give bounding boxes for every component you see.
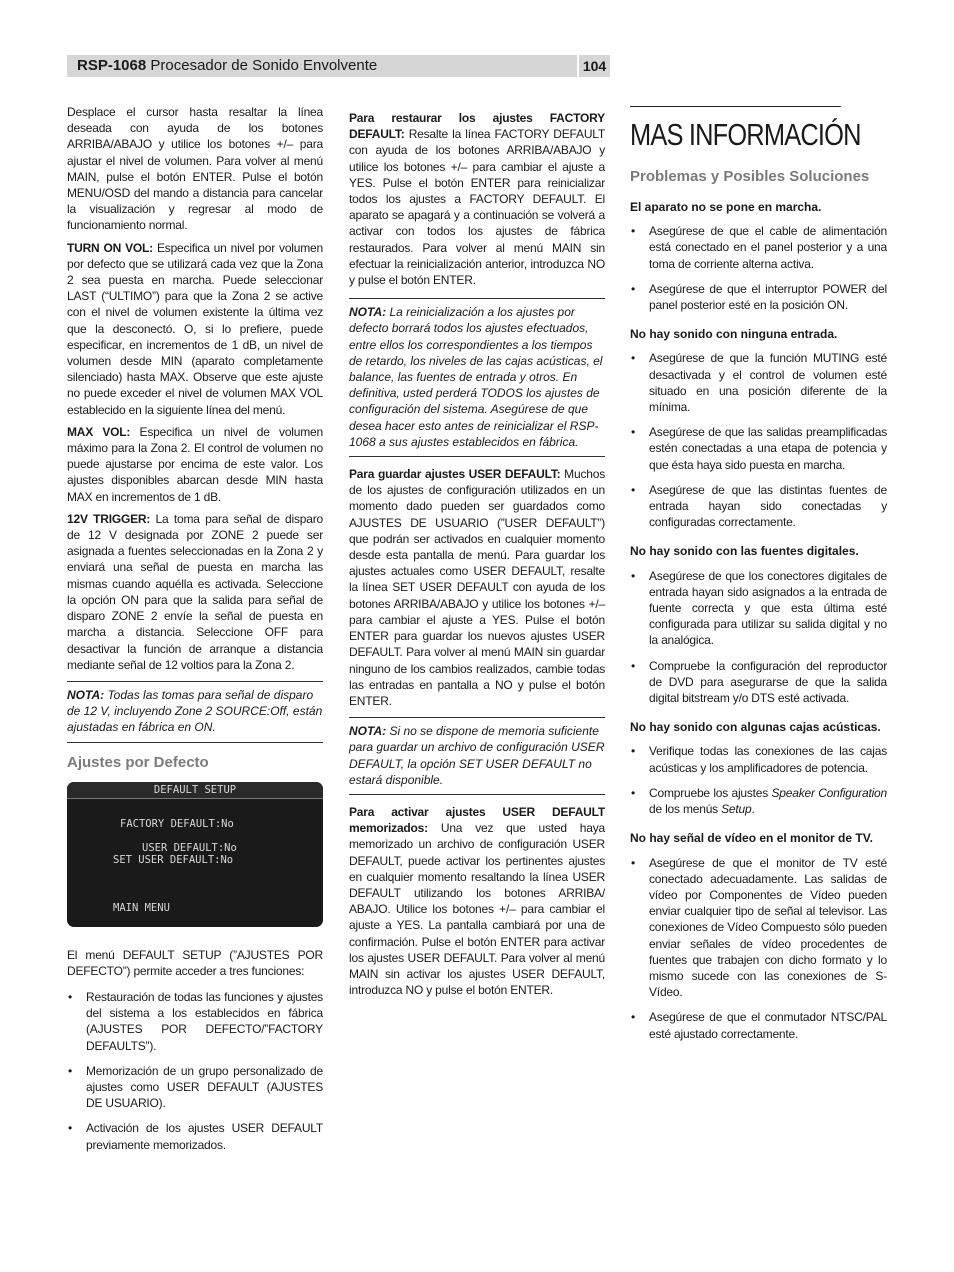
note-box xyxy=(349,717,605,795)
note-text: Si no se dispone de memoria suficiente para guardar un archivo de configuración USER DEFAULT, la opción SET USER DEFAULT no estará disponible. xyxy=(349,724,605,787)
screen-line: FACTORY DEFAULT:No xyxy=(120,817,234,830)
paragraph-max-vol xyxy=(67,424,323,505)
term-label: Para activar ajustes USER DEFAULT memorizados: xyxy=(349,804,605,836)
list-item: • Asegúrese de que el interruptor POWER del panel posterior esté en la posición ON. xyxy=(630,281,887,313)
note-text: Todas las tomas para señal de disparo de 12 V, incluyendo Zone 2 SOURCE:Off, están ajustadas en fábrica en ON. xyxy=(67,687,323,735)
problem-heading: No hay sonido con las fuentes digitales. xyxy=(630,544,859,559)
term-label: TURN ON VOL: xyxy=(67,240,153,255)
header-subtitle: Procesador de Sonido Envolvente xyxy=(150,57,378,74)
text-run: Speaker Configuration xyxy=(771,785,887,800)
section-heading: Problemas y Posibles Soluciones xyxy=(630,168,870,185)
osd-screen xyxy=(67,782,323,927)
list-item: • Memorización de un grupo personalizado de ajustes como USER DEFAULT (AJUSTES DE USUARIO). xyxy=(67,1063,323,1112)
paragraph-turn-on-vol xyxy=(67,240,323,418)
term-label: MAX VOL: xyxy=(67,424,131,439)
text-run: de los menús xyxy=(649,802,722,817)
paragraph: Desplace el cursor hasta resaltar la línea deseada con ayuda de los botones ARRIBA/ABAJO y utilice los botones +/– para ajustar el nivel de volumen. Para volver al menú MAIN, pulse el botón ENTER. Pulse el botón MENU/OSD del mando a distancia para cancelar la visualización y regresar al modo de funcionamiento normal. xyxy=(67,105,323,233)
paragraph-save xyxy=(349,466,605,709)
column-3 xyxy=(630,106,887,1051)
screen-line: MAIN MENU xyxy=(113,901,170,914)
list-item: • Verifique todas las conexiones de las cajas acústicas y los amplificadores de potencia. xyxy=(630,743,887,775)
note-label: NOTA: xyxy=(349,305,387,320)
term-label: Para restaurar los ajustes FACTORY DEFAULT: xyxy=(349,111,605,142)
list-item: • Asegúrese de que los conectores digitales de entrada hayan sido asignados a la entrada de fuente correcta y que esta última esté configurada para utilizar su salida digital y no la analógica. xyxy=(630,568,887,649)
term-text: Muchos de los ajustes de configuración utilizados en un momento dado pueden ser guardados como AJUSTES DE USUARIO (”USER DEFAULT”) que podrán ser activados en cualquier momento desde esta pantalla de menú. Para guardar los ajustes actuales como USER DEFAULT, resalte la línea SET USER DEFAULT con ayuda de los botones ARRIBA/ABAJO y utilice los botones +/– para cambiar el ajuste a YES. Pulse el botón ENTER para guardar los nuevos ajustes USER DEFAULT. Para volver al menú MAIN sin guardar ninguno de los cambios realizados, cambie todas las entradas en pantalla a NO y pulse el botón ENTER. xyxy=(349,467,605,708)
solution-list xyxy=(630,743,887,817)
paragraph: El menú DEFAULT SETUP (”AJUSTES POR DEFECTO”) permite acceder a tres funciones: xyxy=(67,947,323,978)
note-box xyxy=(67,681,323,743)
list-item: • Asegúrese de que las salidas preamplificadas estén conectadas a una etapa de potencia y que ésta haya sido puesta en marcha. xyxy=(630,424,887,473)
page-header xyxy=(67,55,577,77)
list-item: • Asegúrese de que el cable de alimentación está conectado en el panel posterior y a una toma de corriente alterna activa. xyxy=(630,223,887,272)
model-name: RSP-1068 xyxy=(77,57,147,74)
problem-heading: El aparato no se pone en marcha. xyxy=(630,200,822,214)
bullet-list xyxy=(67,989,323,1153)
note-box xyxy=(349,298,605,457)
term-text: Una vez que usted haya memorizado un archivo de configuración USER DEFAULT, puede activar los pertinentes ajustes en cualquier momento resaltando la línea USER DEFAULT utilizando los botones ARRIBA/ ABAJO. Utilice los botones +/– para cambiar el ajuste a YES. La pantalla cambiará por una de confirmación. Pulse el botón ENTER para activar los ajustes USER DEFAULT. Para volver al menú MAIN sin activar los ajustes USER DEFAULT, introduzca NO y pulse el botón ENTER. xyxy=(349,821,605,998)
term-text: La toma para señal de disparo de 12 V designada por ZONE 2 puede ser asignada a fuentes seleccionadas en la Zona 2 y enviará una señal de puesta en marcha las mismas cuando aquélla es activada. Seleccione la opción ON para que la salida para señal de disparo ZONE 2 envíe la señal de puesta en marcha a distancia. Seleccione OFF para desactivar la función de arranque a distancia mediante señal de 12 voltios para la Zona 2. xyxy=(67,511,323,672)
list-item: • Activación de los ajustes USER DEFAULT previamente memorizados. xyxy=(67,1120,323,1152)
paragraph-activate xyxy=(349,804,605,998)
list-item: • Asegúrese de que la función MUTING esté desactivada y el control de volumen esté situado en una posición diferente de la mínima. xyxy=(630,350,887,415)
screen-title: DEFAULT SETUP xyxy=(67,782,323,799)
note-label: NOTA: xyxy=(349,724,387,739)
list-item: • Compruebe la configuración del reproductor de DVD para asegurarse de que la salida digital bitstream y/o DTS esté activada. xyxy=(630,658,887,707)
text-run: Compruebe los ajustes xyxy=(649,785,772,800)
note-label: NOTA: xyxy=(67,687,105,702)
list-item: • Restauración de todas las funciones y ajustes del sistema a los establecidos en fábrica (AJUSTES POR DEFECTO/”FACTORY DEFAULTS”). xyxy=(67,989,323,1054)
solution-list xyxy=(630,223,887,313)
term-text: Especifica un nivel por volumen por defecto que se utilizará cada vez que la Zona 2 sea puesta en marcha. Puede seleccionar LAST (“ULTIMO”) para que la Zona 2 se active con el nivel de volumen existente la última vez que la desconectó. O, si lo prefiere, puede especificar, en incrementos de 1 dB, un nivel de volumen desde MIN (aparato completamente silenciado) hasta MAX. Observe que este ajuste no puede exceder el nivel de volumen MAX VOL establecido en la siguiente línea del menú. xyxy=(67,240,323,417)
solution-list xyxy=(630,350,887,530)
screen-line: SET USER DEFAULT:No xyxy=(113,853,234,866)
text-run: Setup xyxy=(721,802,752,817)
column-1 xyxy=(67,104,323,1162)
solution-list xyxy=(630,855,887,1042)
list-item: • Asegúrese de que el conmutador NTSC/PAL esté ajustado correctamente. xyxy=(630,1009,887,1041)
paragraph-12v-trigger xyxy=(67,511,323,673)
term-label: 12V TRIGGER: xyxy=(67,511,151,526)
chapter-title: MAS INFORMACIÓN xyxy=(630,106,841,157)
list-item xyxy=(630,785,887,817)
page-number: 104 xyxy=(579,55,610,77)
problem-heading: No hay señal de vídeo en el monitor de TV. xyxy=(630,831,873,846)
term-label: Para guardar ajustes USER DEFAULT: xyxy=(349,467,561,482)
section-heading: Ajustes por Defecto xyxy=(67,753,209,771)
screen-line: USER DEFAULT:No xyxy=(142,841,237,854)
list-item: • Asegúrese de que el monitor de TV esté conectado adecuadamente. Las salidas de vídeo por Componentes de Vídeo pueden enviar cualquier tipo de señal al televisor. Las conexiones de Vídeo Compuesto sólo pueden enviar señales de vídeo procedentes de fuentes que trabajen con dicho formato y lo mismo sucede con las conexiones de S-Vídeo. xyxy=(630,855,887,1001)
column-2 xyxy=(349,110,605,1004)
list-item: • Asegúrese de que las distintas fuentes de entrada hayan sido conectadas y configuradas correctamente. xyxy=(630,482,887,531)
paragraph-restore xyxy=(349,110,605,288)
note-text: La reinicialización a los ajustes por defecto borrará todos los ajustes efectuados, entre ellos los correspondientes a los tiempos de retardo, los niveles de las cajas acústicas, el balance, las fuentes de entrada y otros. En definitiva, usted perderá TODOS los ajustes de configuración del sistema. Asegúrese de que desea hacer esto antes de reinicializar el RSP-1068 a sus ajustes establecidos en fábrica. xyxy=(349,305,603,449)
problem-heading: No hay sonido con ninguna entrada. xyxy=(630,327,838,342)
solution-list xyxy=(630,568,887,707)
term-text: Especifica un nivel de volumen máximo para la Zona 2. El control de volumen no puede ajustarse por encima de este valor. Los ajustes disponibles abarcan desde MIN hasta MAX en incrementos de 1 dB. xyxy=(67,424,323,504)
text-run: . xyxy=(751,802,755,817)
problem-heading: No hay sonido con algunas cajas acústicas. xyxy=(630,720,881,735)
term-text: Resalte la línea FACTORY DEFAULT con ayuda de los botones ARRIBA/ABAJO y utilice los botones +/– para cambiar el ajuste a YES. Pulse el botón ENTER para reinicializar todos los ajustes a FACTORY DEFAULT. El aparato se apagará y a continuación se volverá a activar con todos los ajustes de fábrica restaurados. Para volver al menú MAIN sin efectuar la reinicialización anterior, introduzca NO y pulse el botón ENTER. xyxy=(349,127,605,288)
